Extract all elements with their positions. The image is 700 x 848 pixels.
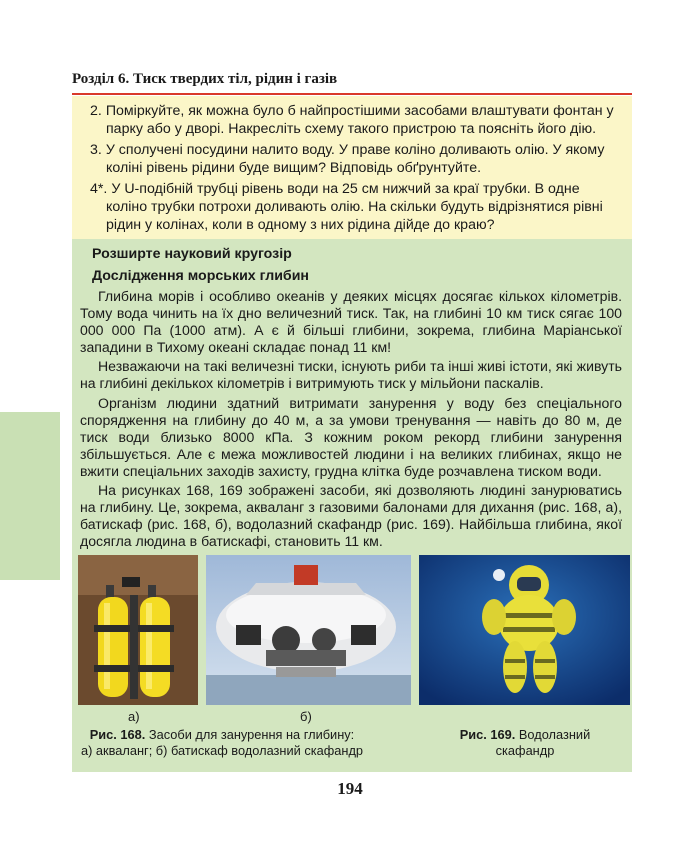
margin-tab [0,412,60,580]
figure-169-caption [440,727,610,759]
page-number: 194 [337,779,363,798]
question-item [86,141,622,178]
paragraph: На рисунках 168, 169 зображені засоби, які дозволяють людині занурюватись на глибину. Це, зокрема, акваланг з газовими балонами для дихання (рис. 168, а), батискаф (рис. 168, б), водолазний скафандр (рис. 169). Найбільша глибина, якої досягла людина в батискафі, становить 11 км. [80,482,622,550]
section-heading: Розширте науковий кругозір [92,246,292,262]
section-body [72,288,632,552]
chapter-title: Розділ 6. Тиск твердих тіл, рідин і газів [72,71,338,87]
question-number: 2. [90,103,102,119]
figure-168-label: Рис. 168. [89,727,146,742]
questions-block [72,96,632,239]
question-text: У U-подібній трубці рівень води на 25 см нижчий за краї трубки. В одне коліно трубки потрохи доливають олію. На скільки будуть відрізнятися рівні рідин у колінах, коли в одному з них рідина дійде до краю? [106,180,603,234]
question-number: 3. [90,141,102,158]
diving-suit-photo [419,555,630,705]
question-text: Поміркуйте, як можна було б найпростішими засобами влаштувати фонтан у парку або у дворі. Накресліть схему такого пристрою та поясніть його дію. [105,103,614,138]
header-divider [72,93,632,95]
aqualung-photo [78,555,198,705]
figure-label-a: а) [128,709,140,724]
figure-168-line1: Засоби для занурення на глибину: [148,727,355,742]
question-number: 4*. [90,180,108,197]
figure-168-caption [72,727,372,759]
figure-168-line2: а) акваланг; б) батискаф водолазний скафандр [80,743,364,758]
paragraph: Організм людини здатний витримати занурення у воду без спеціального спорядження на глибину до 40 м, а за умови тренування — навіть до 80 м, де тиск води близько 8000 кПа. З кожним роком рекорд глибини занурення збільшується. Але є межа можливостей людини і на великих глибинах, якщо не вжити спеціальних заходів захисту, грудна клітка буде розчавлена тиском води. [80,394,622,479]
figure-label-b: б) [300,709,312,724]
question-item [86,180,622,235]
question-text: У сполучені посудини налито воду. У праве коліно доливають олію. У якому коліні рівень рідини буде вищим? Відповідь обґрунтуйте. [105,141,605,177]
bathyscaphe-photo [206,555,411,705]
question-item [86,102,622,139]
paragraph: Незважаючи на такі величезні тиски, існують риби та інші живі істоти, які живуть на глибині декількох кілометрів і витримують тиск у мільйони паскалів. [80,358,622,392]
figure-169-label: Рис. 169. [459,727,516,742]
figure-169-line1: Водолазний [518,727,591,742]
section-subheading: Дослідження морських глибин [92,268,309,284]
paragraph: Глибина морів і особливо океанів у деяких місцях досягає кількох кілометрів. Тому вода чинить на їх дно величезний тиск. Так, на глибині 10 км тиск сягає 100 000 000 Па (1000 атм). А є й більші глибини, зокрема, глибина Маріанської западини в Тихому океані складає понад 11 км! [80,288,622,356]
figure-169-line2: скафандр [495,743,555,758]
